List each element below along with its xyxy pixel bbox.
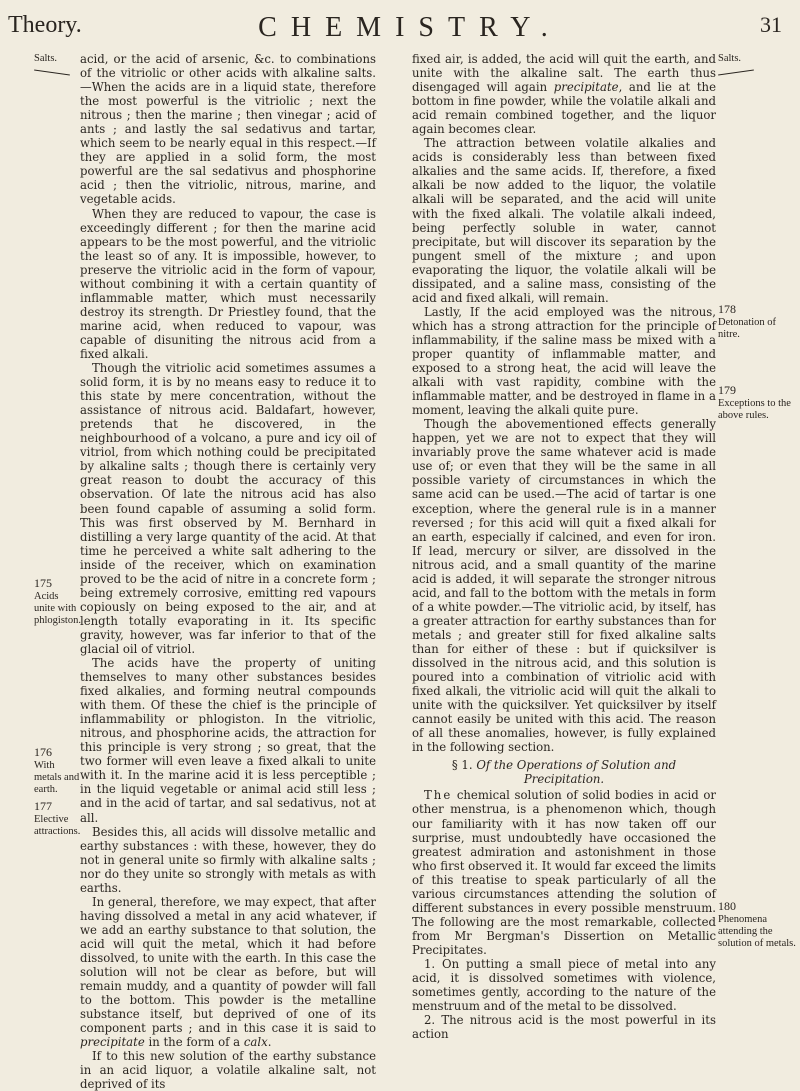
right-column	[412, 52, 716, 1041]
margin-note-177	[34, 800, 80, 838]
text-run: chemical solution of solid bodies in acid or other menstrua, is a phenomenon which, though our familiarity with it has now taken off our surprise, must undoubtedly have occasioned the greatest admiration and astonishment in those who first observed it. It would far exceed the limits of this treatise to speak particularly of all the various circumstances attending the solution of different substances in every possible menstruum. The following are the most remarkable, collected from Mr Bergman's Dissertion on Metallic Precipitates.	[412, 788, 716, 957]
margin-note-label: Salts.	[718, 53, 742, 64]
left-column	[80, 52, 376, 1091]
margin-note-text: Detonation of nitre.	[718, 317, 777, 340]
italic-term: precipitate	[80, 1035, 145, 1050]
margin-note-number: 177	[34, 799, 52, 813]
margin-note-number: 176	[34, 745, 52, 759]
margin-note-178	[718, 303, 798, 341]
text-run: In general, therefore, we may expect, that after having dissolved a metal in any acid whatever, if we add an earthy substance to that solution, the acid will quit the metal, which it had before dissolved, to unite with the earth. In this case the solution will not be clear as before, but will remain muddy, and a quantity of powder will fall to the bottom. This powder is the metalline substance itself, but deprived of one of its component parts ; and in this case it is said to	[80, 894, 376, 1036]
section-mark: § 1.	[451, 758, 477, 773]
section-title: Of the Operations of Solution and Precipitation.	[476, 758, 677, 787]
margin-note-text: Acids unite with phlogiston.	[34, 591, 81, 626]
margin-note-text: Exceptions to the above rules.	[718, 398, 791, 421]
margin-note-text: Phenomena attending the solution of metals.	[718, 914, 796, 949]
header-title: CHEMISTRY.	[258, 12, 562, 43]
paragraph: The attraction between volatile alkalies and acids is considerably less than between fixed alkalies and the same acids. If, therefore, a fixed alkali be now added to the liquor, the volatile alkali will be separated, and the acid will unite with the fixed alkali. The volatile alkali indeed, being perfectly soluble in water, cannot precipitate, but will discover its separation by the pungent smell of the mixture ; and upon evaporating the liquor, the volatile alkali will be dissipated, and a saline mass, consisting of the acid and fixed alkali, will remain.	[412, 136, 716, 305]
text-run: , and lie at the bottom in fine powder, while the volatile alkali and acid remain combined together, and the liquor again becomes clear.	[412, 80, 716, 137]
paragraph: acid, or the acid of arsenic, &c. to combinations of the vitriolic or other acids with alkaline salts.—When the acids are in a liquid state, therefore the most powerful is the vitriolic ; next the nitrous ; then the marine ; then vinegar ; acid of ants ; and lastly the sal sedativus and tartar, which seem to be nearly equal in this respect.—If they are applied in a solid form, the most powerful are the sal sedativus and phosphorine acid ; then the vitriolic, nitrous, marine, and vegetable acids.	[80, 52, 376, 207]
header-section: Theory.	[8, 12, 82, 38]
margin-note-179	[718, 384, 798, 422]
margin-rule	[34, 69, 70, 75]
text-run: in the form of a	[144, 1035, 244, 1050]
margin-note-number: 180	[718, 899, 736, 913]
italic-term: precipitate	[553, 80, 619, 95]
margin-note-text: With metals and earth.	[34, 760, 80, 795]
paragraph: Though the vitriolic acid sometimes assumes a solid form, it is by no means easy to reduce it to this state by mere concentration, without the assistance of nitrous acid. Baldafart, however, pretends that he discovered, in the neighbourhood of a volcano, a pure and icy oil of vitriol, from which nothing could be precipitated by alkaline salts ; though there is certainly very great reason to doubt the accuracy of this observation. Of late the nitrous acid has also been found capable of assuming a solid form. This was first observed by M. Bernhard in distilling a very large quantity of the acid. At that time he perceived a white salt adhering to the inside of the receiver, which on examination proved to be the acid of nitre in a concrete form ; being extremely corrosive, emitting red vapours copiously on being exposed to the air, and at length totally evaporating in it. Its specific gravity, however, was far inferior to that of the glacial oil of vitriol.	[80, 361, 376, 656]
section-heading	[412, 758, 716, 786]
lead-word: The	[424, 788, 453, 803]
paragraph	[412, 788, 716, 957]
running-head	[0, 10, 800, 42]
page-number: 31	[760, 12, 782, 37]
text-run: .	[267, 1035, 272, 1050]
paragraph: Lastly, If the acid employed was the nitrous, which has a strong attraction for the principle of inflammability, if the saline mass be mixed with a proper quantity of inflammable matter, and exposed to a strong heat, the acid will leave the alkali with vast rapidity, combine with the inflammable matter, and be destroyed in flame in a moment, leaving the alkali quite pure.	[412, 304, 716, 418]
paragraph: Besides this, all acids will dissolve metallic and earthy substances : with these, however, they do not in general unite so firmly with alkaline salts ; nor do they unite so strongly with metals as with earths.	[80, 824, 376, 895]
paragraph: The acids have the property of uniting themselves to many other substances besides fixed alkalies, and forming neutral compounds with them. Of these the chief is the principle of inflammability or phlogiston. In the vitriolic, nitrous, and phosphorine acids, the attraction for this principle is very strong ; so great, that the two former will even leave a fixed alkali to unite with it. In the marine acid it is less perceptible ; in the liquid vegetable or animal acid still less ; and in the acid of tartar, and sal sedativus, not at all.	[80, 656, 376, 825]
paragraph: When they are reduced to vapour, the case is exceedingly different ; for then the marine acid appears to be the most powerful, and the vitriolic the least so of any. It is impossible, however, to preserve the vitriolic acid in the form of vapour, without combining it with a certain quantity of inflammable matter, which must necessarily destroy its strength. Dr Priestley found, that the marine acid, when reduced to vapour, was capable of disuniting the nitrous acid from a fixed alkali.	[80, 206, 376, 361]
paragraph: 2. The nitrous acid is the most powerful in its action	[412, 1013, 716, 1042]
paragraph	[412, 52, 716, 136]
margin-note-180	[718, 900, 798, 950]
margin-note-number: 179	[718, 383, 736, 397]
paragraph: 1. On putting a small piece of metal into any acid, it is dissolved sometimes with violence, sometimes gently, according to the nature of the menstruum and of the metal to be dissolved.	[412, 957, 716, 1014]
margin-rule	[718, 69, 754, 75]
margin-note-label: Salts.	[34, 53, 58, 64]
margin-note-salts-right	[718, 53, 798, 77]
margin-note-175	[34, 577, 80, 627]
italic-term: calx	[243, 1035, 268, 1050]
margin-note-number: 175	[34, 576, 52, 590]
paragraph: Though the abovementioned effects generally happen, yet we are not to expect that they will invariably prove the same whatever acid is made use of; or even that they will be the same in all possible variety of circumstances in which the same acid can be used.—The acid of tartar is one exception, where the general rule is in a manner reversed ; for this acid will quit a fixed alkali for an earth, especially if calcined, and even for iron. If lead, mercury or silver, are dissolved in the nitrous acid, and a small quantity of the marine acid is added, it will separate the stronger nitrous acid, and fall to the bottom with the metals in form of a white powder.—The vitriolic acid, by itself, has a greater attraction for earthy substances than for metals ; and greater still for fixed alkaline salts than for either of these : but if quicksilver is dissolved in the nitrous acid, and this solution is poured into a combination of vitriolic acid with fixed alkali, the vitriolic acid will quit the alkali to unite with the quicksilver. Yet quicksilver by itself cannot easily be united with this acid. The reason of all these anomalies, however, is fully explained in the following section.	[412, 417, 716, 755]
margin-note-salts-left	[34, 53, 80, 77]
margin-note-number: 178	[718, 302, 736, 316]
margin-note-text: Elective attractions.	[34, 814, 81, 837]
paragraph	[80, 895, 376, 1050]
paragraph: If to this new solution of the earthy substance in an acid liquor, a volatile alkaline salt, not deprived of its	[80, 1049, 376, 1091]
text-run: fixed air, is added, the acid will quit the earth, and unite with the alkaline salt. The earth thus disengaged will again	[412, 52, 716, 95]
margin-note-176	[34, 746, 80, 796]
